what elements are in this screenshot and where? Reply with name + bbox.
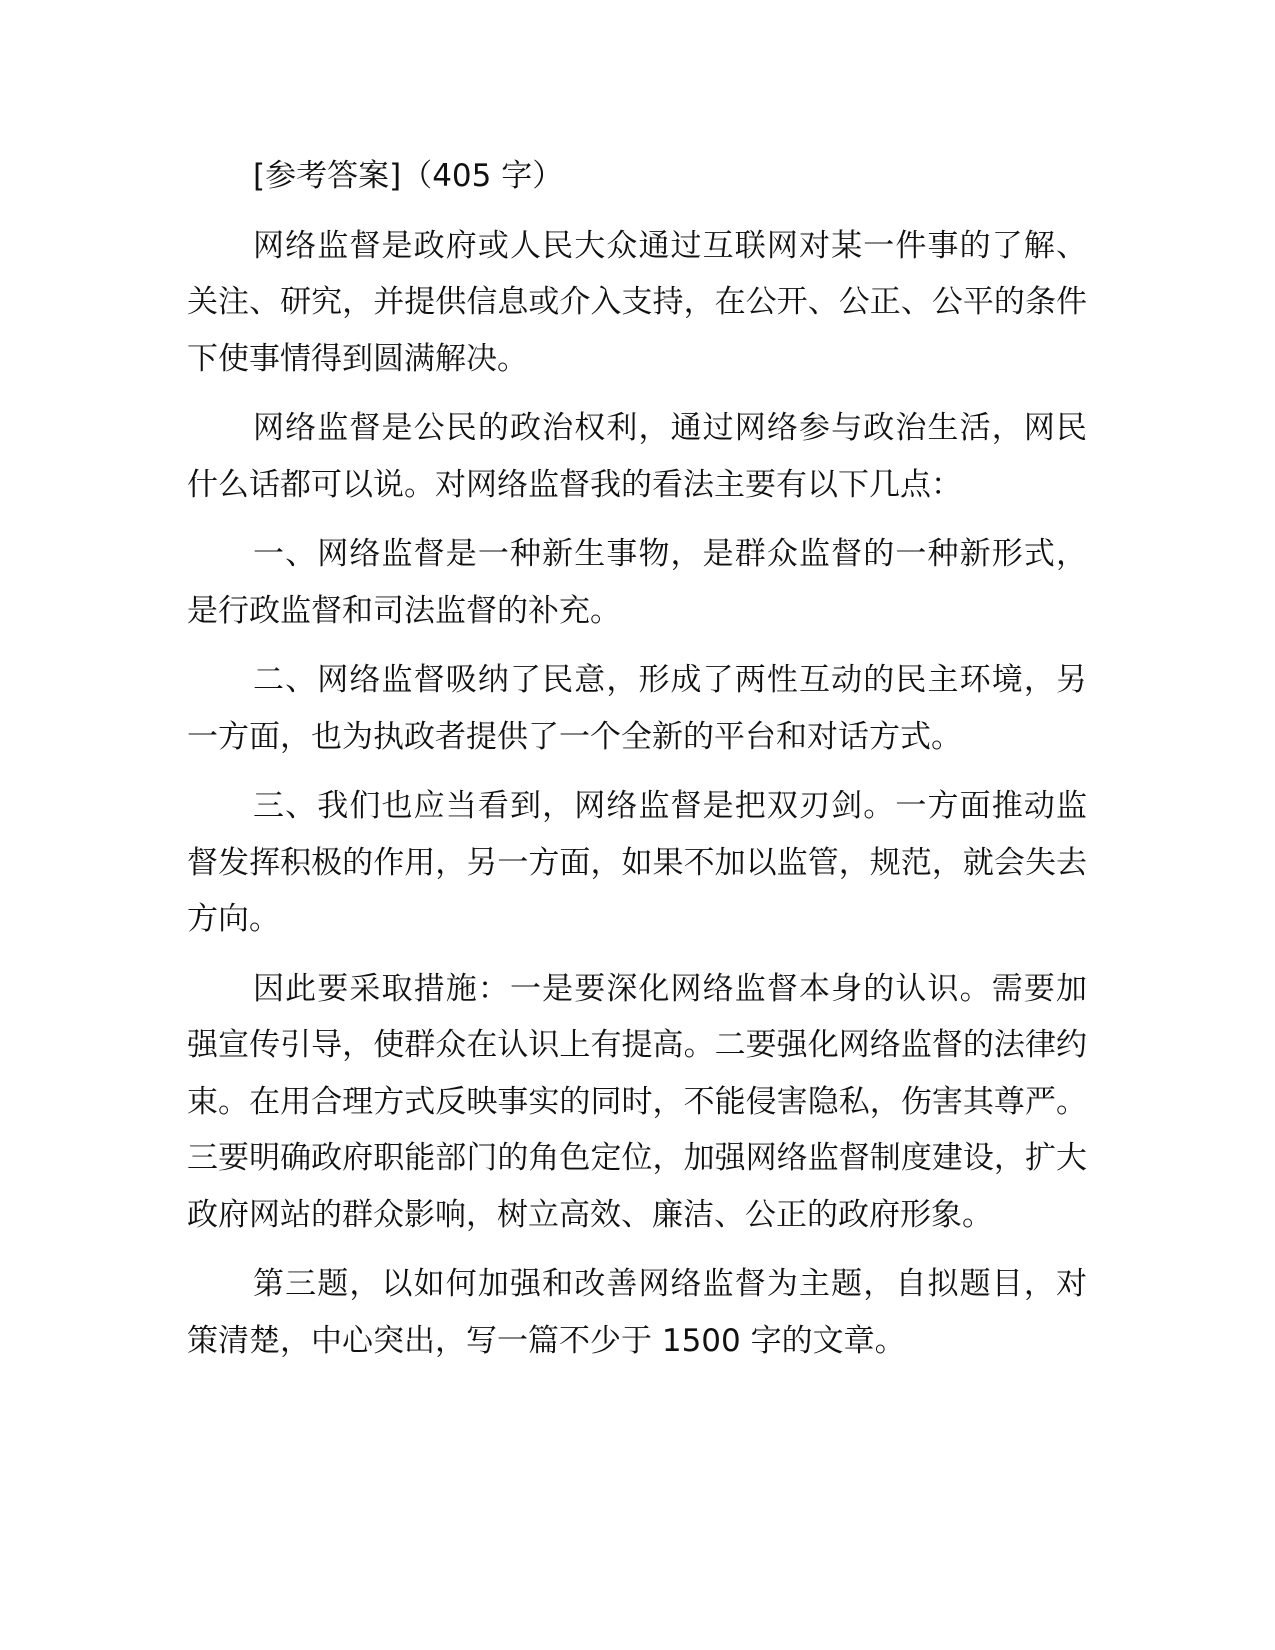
paragraph-definition: 网络监督是政府或人民大众通过互联网对某一件事的了解、关注、研究，并提供信息或介入支持，在公开、公正、公平的条件下使事情得到圆满解决。 xyxy=(187,227,1087,377)
paragraph-political-right: 网络监督是公民的政治权利，通过网络参与政治生活，网民什么话都可以说。对网络监督我的看法主要有以下几点： xyxy=(187,410,1087,503)
paragraph-point-three: 三、我们也应当看到，网络监督是把双刃剑。一方面推动监督发挥积极的作用，另一方面，如果不加以监管，规范，就会失去方向。 xyxy=(187,788,1087,937)
paragraph-point-two: 二、网络监督吸纳了民意，形成了两性互动的民主环境，另一方面，也为执政者提供了一个全新的平台和对话方式。 xyxy=(187,662,1087,755)
answer-heading: [参考答案]（405 字） xyxy=(253,158,564,194)
document-page xyxy=(187,148,1087,1369)
paragraph-measures: 因此要采取措施：一是要深化网络监督本身的认识。需要加强宣传引导，使群众在认识上有提高。二要强化网络监督的法律约束。在用合理方式反映事实的同时，不能侵害隐私，伤害其尊严。三要明确政府职能部门的角色定位，加强网络监督制度建设，扩大政府网站的群众影响，树立高效、廉洁、公正的政府形象。 xyxy=(187,970,1087,1233)
paragraph-point-one: 一、网络监督是一种新生事物，是群众监督的一种新形式，是行政监督和司法监督的补充。 xyxy=(187,536,1087,629)
paragraph-third-question: 第三题，以如何加强和改善网络监督为主题，自拟题目，对策清楚，中心突出，写一篇不少于 1500 字的文章。 xyxy=(187,1266,1087,1359)
